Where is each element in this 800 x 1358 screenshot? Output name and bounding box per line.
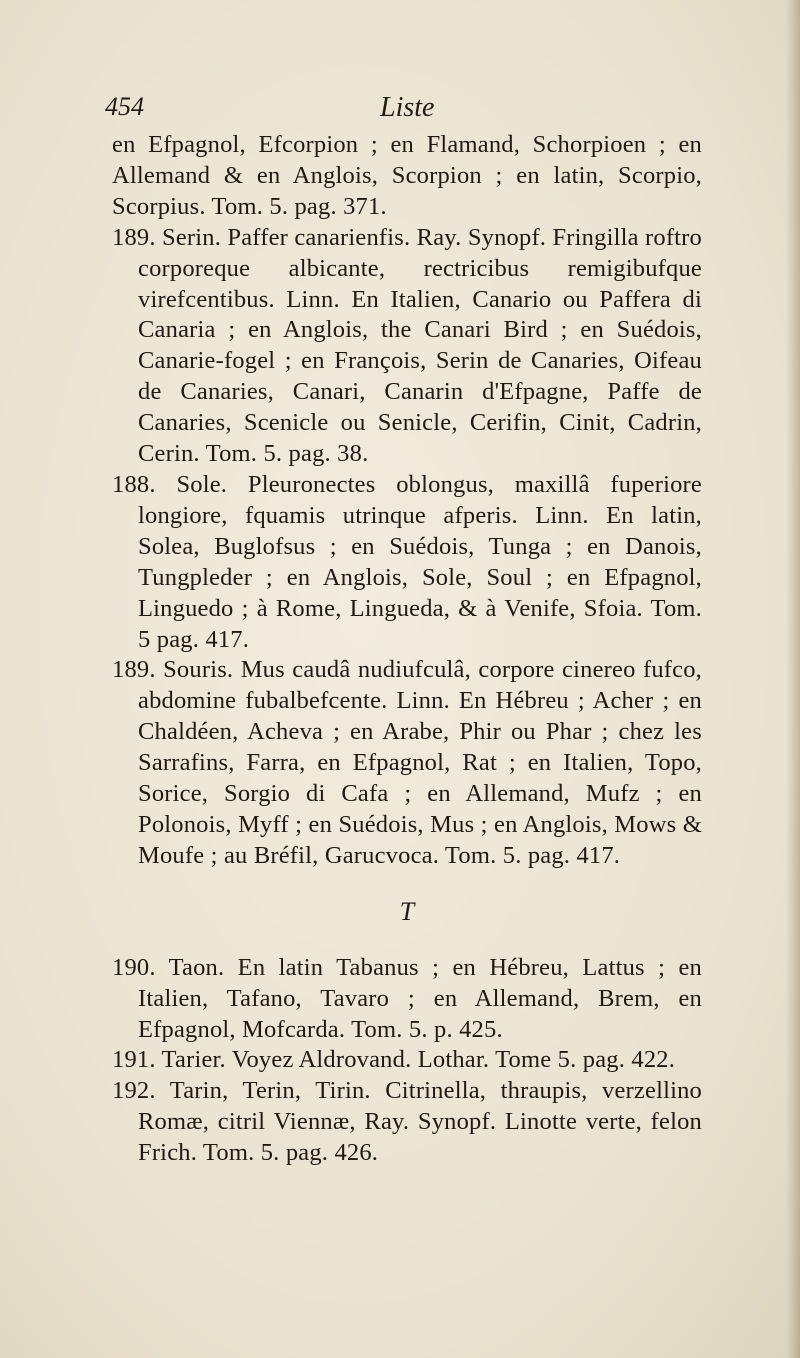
body-text — [112, 130, 702, 1169]
running-head: Liste — [380, 92, 435, 123]
entry-serin: 189. Serin. Paffer canarienfis. Ray. Synopf. Fringilla roftro corporeque albicante, rectricibus remigibufque virefcentibus. Linn. En Italien, Canario ou Paffera di Canaria ; en Anglois, the Canari Bird ; en Suédois, Canarie-fogel ; en François, Serin de Canaries, Oifeau de Canaries, Canari, Canarin d'Efpagne, Paffe de Canaries, Scenicle ou Senicle, Cerifin, Cinit, Cadrin, Cerin. Tom. 5. pag. 38. — [112, 223, 702, 468]
page-number: 454 — [105, 92, 144, 121]
page-edge-shadow — [786, 0, 800, 1358]
entry-taon: 190. Taon. En latin Tabanus ; en Hébreu, Lattus ; en Italien, Tafano, Tavaro ; en Allemand, Brem, en Efpagnol, Mofcarda. Tom. 5. p. 425. — [112, 953, 702, 1043]
entry-tarin: 192. Tarin, Terin, Tirin. Citrinella, thraupis, verzellino Romæ, citril Viennæ, Ray. Synopf. Linotte verte, felon Frich. Tom. 5. pag. 426. — [112, 1077, 702, 1167]
entry-tarier: 191. Tarier. Voyez Aldrovand. Lothar. Tome 5. pag. 422. — [112, 1046, 676, 1074]
entry-scorpion-continued: en Efpagnol, Efcorpion ; en Flamand, Schorpioen ; en Allemand & en Anglois, Scorpion ; en latin, Scorpio, Scorpius. Tom. 5. pag. 371. — [112, 131, 702, 220]
entry-sole: 188. Sole. Pleuronectes oblongus, maxillâ fuperiore longiore, fquamis utrinque afperis. Linn. En latin, Solea, Buglofsus ; en Suédois, Tunga ; en Danois, Tungpleder ; en Anglois, Sole, Soul ; en Efpagnol, Linguedo ; à Rome, Lingueda, & à Venife, Sfoia. Tom. 5 pag. 417. — [112, 470, 702, 653]
entry-souris: 189. Souris. Mus caudâ nudiufculâ, corpore cinereo fufco, abdomine fubalbefcente. Linn. En Hébreu ; Acher ; en Chaldéen, Acheva ; en Arabe, Phir ou Phar ; chez les Sarrafins, Farra, en Efpagnol, Rat ; en Italien, Topo, Sorice, Sorgio di Cafa ; en Allemand, Mufz ; en Polonois, Myff ; en Suédois, Mus ; en Anglois, Mows & Moufe ; au Bréfil, Garucvoca. Tom. 5. pag. 417. — [112, 656, 702, 869]
section-letter: T — [399, 896, 415, 926]
page-header — [105, 92, 705, 130]
